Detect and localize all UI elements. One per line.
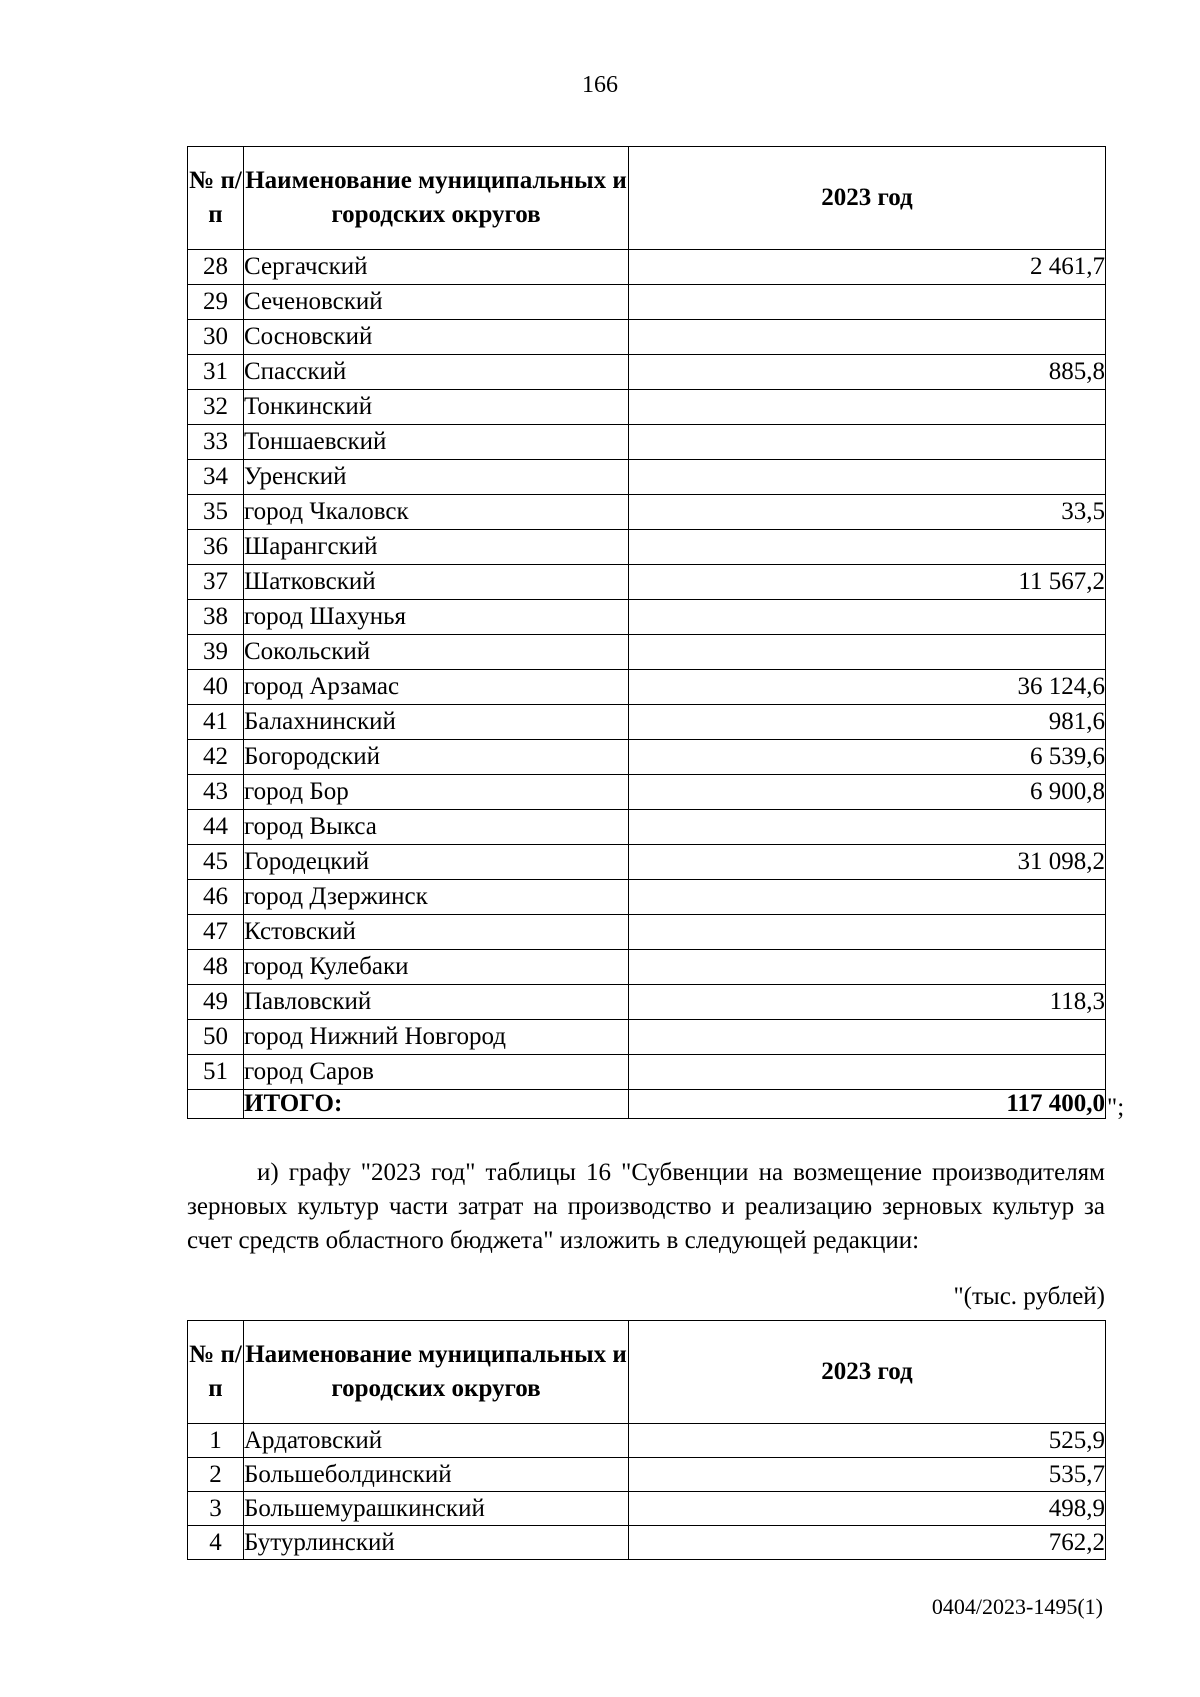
table-row	[188, 1424, 1106, 1458]
year-value: 31 098,2	[629, 845, 1106, 880]
row-number: 51	[188, 1055, 244, 1090]
table-row	[188, 495, 1106, 530]
district-name: Тоншаевский	[244, 425, 629, 460]
row-number: 41	[188, 705, 244, 740]
header-name: Наименование муниципальных и городских округов	[244, 1321, 629, 1424]
year-value	[629, 460, 1106, 495]
year-value	[629, 530, 1106, 565]
table-body	[188, 1424, 1106, 1560]
district-name: Балахнинский	[244, 705, 629, 740]
district-name: Большеболдинский	[244, 1458, 629, 1492]
row-number: 50	[188, 1020, 244, 1055]
row-number: 36	[188, 530, 244, 565]
table-row	[188, 530, 1106, 565]
table-row	[188, 320, 1106, 355]
district-name: город Шахунья	[244, 600, 629, 635]
total-label: ИТОГО:	[244, 1090, 629, 1119]
table-row	[188, 635, 1106, 670]
district-name: город Бор	[244, 775, 629, 810]
district-name: Кстовский	[244, 915, 629, 950]
district-name: Шарангский	[244, 530, 629, 565]
year-value: 525,9	[629, 1424, 1106, 1458]
document-code: 0404/2023-1495(1)	[931, 1594, 1103, 1619]
row-number: 33	[188, 425, 244, 460]
table-row	[188, 950, 1106, 985]
table-row	[188, 1526, 1106, 1560]
year-value	[629, 810, 1106, 845]
year-value: 6 539,6	[629, 740, 1106, 775]
table-row	[188, 355, 1106, 390]
row-number: 34	[188, 460, 244, 495]
row-number: 44	[188, 810, 244, 845]
year-value	[629, 915, 1106, 950]
year-value	[629, 425, 1106, 460]
row-number: 49	[188, 985, 244, 1020]
year-value: 36 124,6	[629, 670, 1106, 705]
table-row	[188, 600, 1106, 635]
budget-table-continuation	[187, 146, 1106, 1119]
row-number: 3	[188, 1492, 244, 1526]
district-name: Спасский	[244, 355, 629, 390]
table-row	[188, 285, 1106, 320]
year-value	[629, 320, 1106, 355]
row-number: 29	[188, 285, 244, 320]
year-value: 762,2	[629, 1526, 1106, 1560]
table-row	[188, 1020, 1106, 1055]
table-row	[188, 915, 1106, 950]
year-value: 11 567,2	[629, 565, 1106, 600]
table-row	[188, 845, 1106, 880]
year-value: 885,8	[629, 355, 1106, 390]
row-number: 39	[188, 635, 244, 670]
table-row	[188, 460, 1106, 495]
year-value: 498,9	[629, 1492, 1106, 1526]
table-row	[188, 1492, 1106, 1526]
header-number: № п/п	[188, 1321, 244, 1424]
table-row	[188, 1055, 1106, 1090]
district-name: Бутурлинский	[244, 1526, 629, 1560]
year-value: 6 900,8	[629, 775, 1106, 810]
year-value	[629, 390, 1106, 425]
row-number: 48	[188, 950, 244, 985]
district-name: город Выкса	[244, 810, 629, 845]
row-number: 43	[188, 775, 244, 810]
table-header-row	[188, 147, 1106, 250]
row-number: 31	[188, 355, 244, 390]
row-number: 46	[188, 880, 244, 915]
row-number: 28	[188, 250, 244, 285]
district-name: Сергачский	[244, 250, 629, 285]
year-value	[629, 600, 1106, 635]
table-row	[188, 565, 1106, 600]
row-number: 32	[188, 390, 244, 425]
year-value: 535,7	[629, 1458, 1106, 1492]
header-name: Наименование муниципальных и городских округов	[244, 147, 629, 250]
header-number: № п/п	[188, 147, 244, 250]
total-value: 117 400,0	[629, 1090, 1106, 1119]
district-name: Тонкинский	[244, 390, 629, 425]
table-row	[188, 810, 1106, 845]
year-value: 33,5	[629, 495, 1106, 530]
units-label: "(тыс. рублей)	[953, 1283, 1105, 1310]
table-row	[188, 1458, 1106, 1492]
year-value	[629, 880, 1106, 915]
header-year: 2023 год	[629, 1321, 1106, 1424]
table-row	[188, 705, 1106, 740]
row-number: 47	[188, 915, 244, 950]
header-year: 2023 год	[629, 147, 1106, 250]
district-name: Большемурашкинский	[244, 1492, 629, 1526]
district-name: Сокольский	[244, 635, 629, 670]
district-name: Уренский	[244, 460, 629, 495]
table-row	[188, 985, 1106, 1020]
year-value	[629, 950, 1106, 985]
year-value: 118,3	[629, 985, 1106, 1020]
row-number: 37	[188, 565, 244, 600]
row-number: 2	[188, 1458, 244, 1492]
district-name: город Дзержинск	[244, 880, 629, 915]
year-value	[629, 285, 1106, 320]
row-number: 38	[188, 600, 244, 635]
table-header-row	[188, 1321, 1106, 1424]
table-row	[188, 775, 1106, 810]
district-name: Павловский	[244, 985, 629, 1020]
closing-quote-mark: ";	[1107, 1094, 1125, 1121]
district-name: город Арзамас	[244, 670, 629, 705]
row-number: 1	[188, 1424, 244, 1458]
row-number: 45	[188, 845, 244, 880]
district-name: город Нижний Новгород	[244, 1020, 629, 1055]
district-name: Ардатовский	[244, 1424, 629, 1458]
row-number: 4	[188, 1526, 244, 1560]
year-value: 2 461,7	[629, 250, 1106, 285]
district-name: Богородский	[244, 740, 629, 775]
table-row	[188, 880, 1106, 915]
year-value: 981,6	[629, 705, 1106, 740]
district-name: город Кулебаки	[244, 950, 629, 985]
district-name: Городецкий	[244, 845, 629, 880]
row-number: 40	[188, 670, 244, 705]
district-name: город Чкаловск	[244, 495, 629, 530]
grain-subsidy-table	[187, 1320, 1106, 1560]
row-number: 42	[188, 740, 244, 775]
table-body	[188, 250, 1106, 1090]
total-number-cell	[188, 1090, 244, 1119]
district-name: город Саров	[244, 1055, 629, 1090]
district-name: Сеченовский	[244, 285, 629, 320]
row-number: 35	[188, 495, 244, 530]
table-row	[188, 390, 1106, 425]
table-row	[188, 740, 1106, 775]
table-row	[188, 250, 1106, 285]
row-number: 30	[188, 320, 244, 355]
district-name: Шатковский	[244, 565, 629, 600]
table-row	[188, 425, 1106, 460]
year-value	[629, 635, 1106, 670]
page-number: 166	[582, 72, 618, 98]
table-row	[188, 670, 1106, 705]
district-name: Сосновский	[244, 320, 629, 355]
year-value	[629, 1020, 1106, 1055]
total-row	[188, 1090, 1106, 1119]
year-value	[629, 1055, 1106, 1090]
amendment-paragraph: и) графу "2023 год" таблицы 16 "Субвенции на возмещение производителям зерновых культур части затрат на производство и реализацию зерновых культур за счет средств областного бюджета" изложить в следующей редакции:	[187, 1159, 1105, 1254]
